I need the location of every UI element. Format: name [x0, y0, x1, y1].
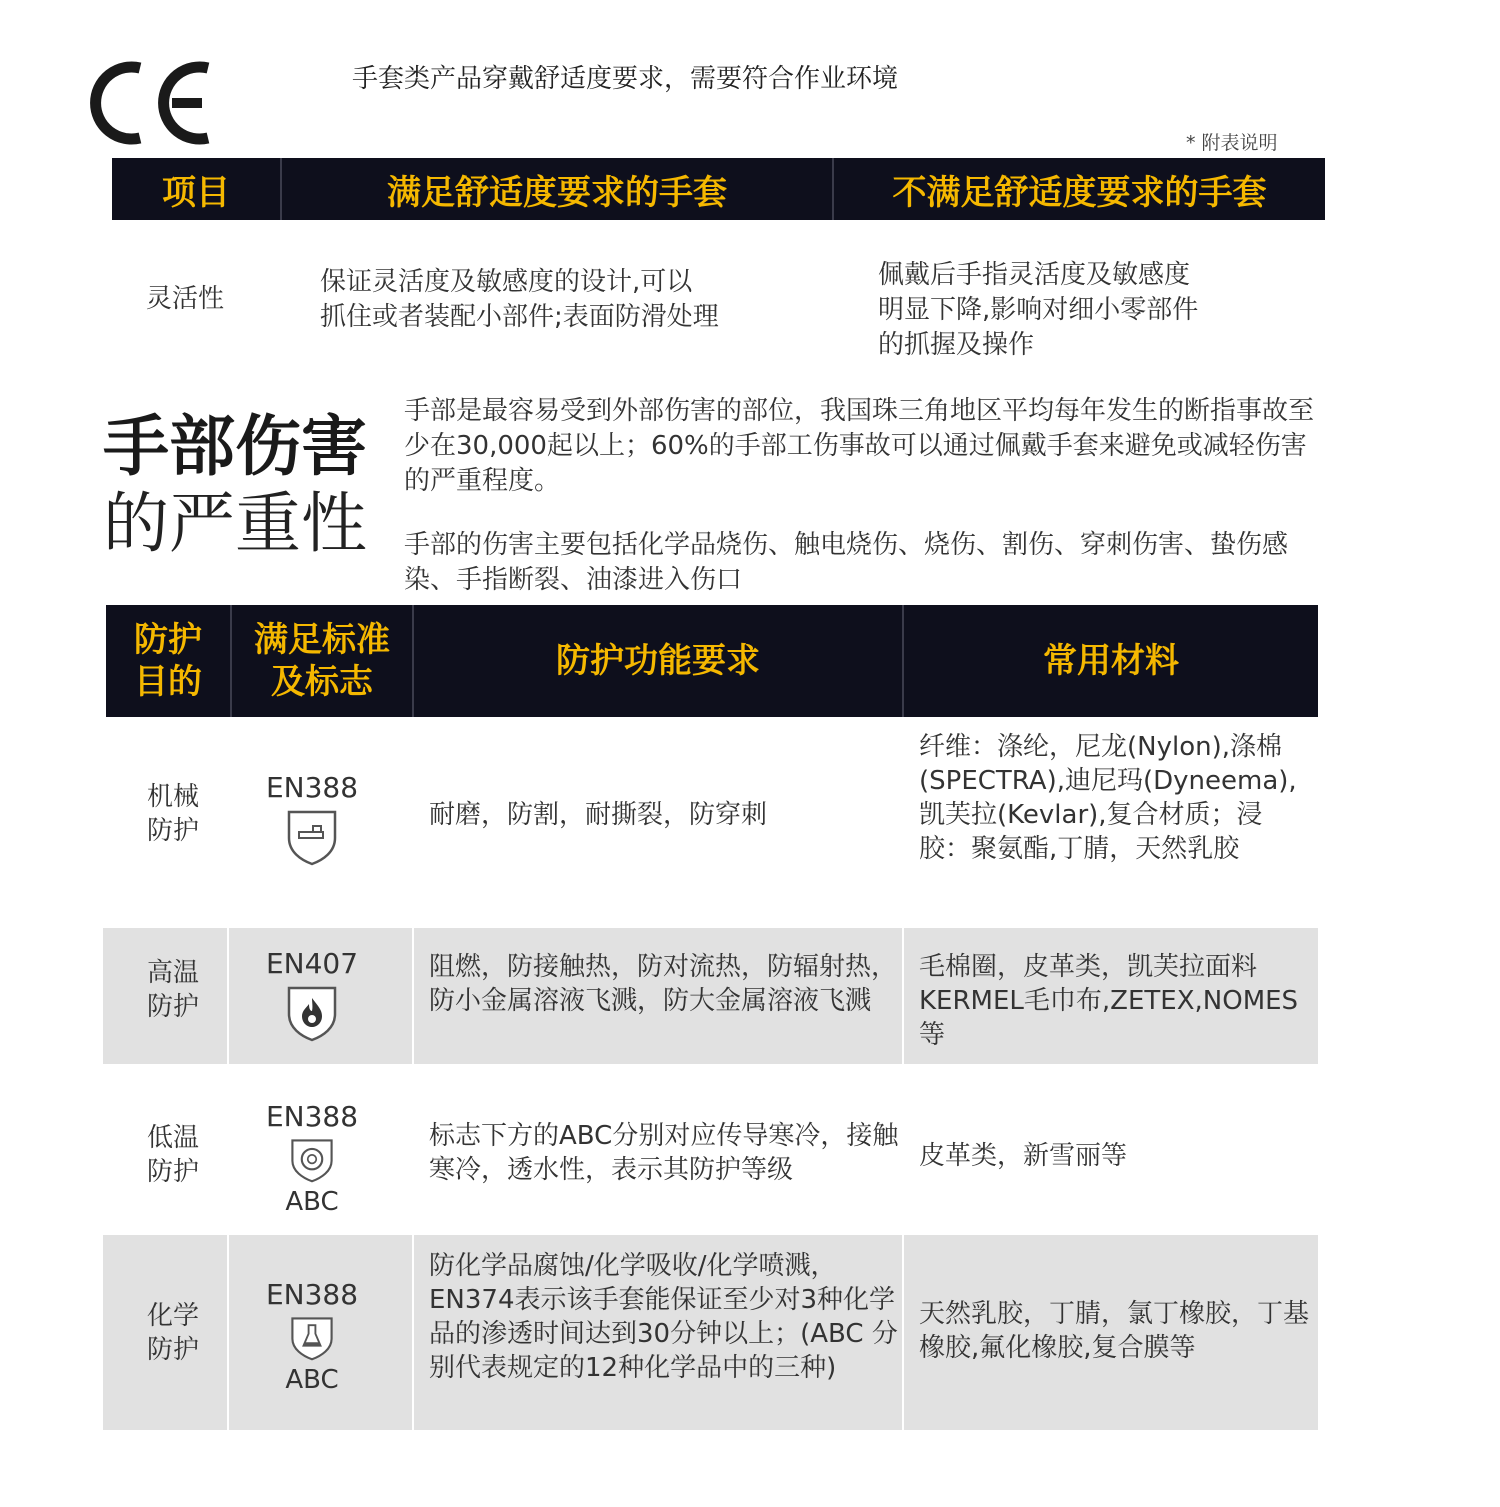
row-purpose: 高温 防护 [147, 958, 200, 1022]
header-satisfied: 满足舒适度要求的手套 [387, 172, 727, 213]
comfort-unsatisfied-text [878, 258, 1198, 363]
row-standard [229, 1279, 395, 1395]
ce-mark-logo [88, 58, 218, 148]
comfort-table-header [112, 158, 1325, 220]
header-standard: 满足标准 及标志 [254, 620, 390, 702]
row-requirement: 防化学品腐蚀/化学吸收/化学喷溅，EN374表示该手套能保证至少对3种化学品的渗透时间达到30分钟以上；(ABC 分别代表规定的12种化学品中的三种) [429, 1251, 898, 1383]
standard-sub: ABC [285, 1365, 339, 1395]
row-standard [229, 948, 395, 1046]
flask-shield-icon [289, 1315, 335, 1361]
header-item: 项目 [162, 172, 230, 213]
row-requirement: 阻燃，防接触热，防对流热，防辐射热，防小金属溶液飞溅，防大金属溶液飞溅 [429, 952, 898, 1016]
standard-code: EN388 [265, 771, 359, 804]
row-requirement: 耐磨，防割，耐撕裂，防穿刺 [429, 800, 768, 830]
header-requirement: 防护功能要求 [556, 641, 760, 681]
standard-code: EN388 [265, 1278, 359, 1311]
severity-paragraph-1: 手部是最容易受到外部伤害的部位，我国珠三角地区平均每年发生的断指事故至少在30,000起以上；60%的手部工伤事故可以通过佩戴手套来避免或减轻伤害的严重程度。 [404, 396, 1315, 496]
row-materials: 皮革类，新雪丽等 [919, 1141, 1128, 1171]
severity-paragraph-2: 手部的伤害主要包括化学品烧伤、触电烧伤、烧伤、割伤、穿刺伤害、蛰伤感染、手指断裂、油漆进入伤口 [404, 530, 1289, 595]
satisfied-line: 保证灵活度及敏感度的设计,可以 [320, 267, 693, 297]
table-row [103, 720, 1318, 925]
row-requirement: 标志下方的ABC分别对应传导寒冷，接触寒冷，透水性，表示其防护等级 [429, 1121, 899, 1185]
row-standard [229, 1101, 395, 1217]
standard-code: EN407 [265, 947, 359, 980]
header-materials: 常用材料 [1043, 641, 1179, 681]
unsatisfied-line: 明显下降,影响对细小零部件 [878, 295, 1199, 325]
standard-code: EN388 [265, 1100, 359, 1133]
row-materials: 毛棉圈，皮革类，凯芙拉面料KERMEL毛巾布,ZETEX,NOMES等 [919, 952, 1299, 1050]
table-note: * 附表说明 [1186, 132, 1278, 154]
row-purpose: 机械 防护 [147, 782, 200, 846]
table-row [103, 1067, 1318, 1232]
unsatisfied-line: 佩戴后手指灵活度及敏感度 [878, 260, 1191, 290]
row-purpose: 低温 防护 [147, 1123, 200, 1187]
unsatisfied-line: 的抓握及操作 [878, 330, 1035, 360]
table-row [103, 1235, 1318, 1430]
header-unsatisfied: 不满足舒适度要求的手套 [892, 172, 1267, 213]
header-purpose: 防护 目的 [134, 620, 202, 702]
table-row [103, 928, 1318, 1064]
severity-subtitle: 的严重性 [103, 485, 367, 562]
comfort-item-label: 灵活性 [146, 284, 225, 314]
intro-text: 手套类产品穿戴舒适度要求，需要符合作业环境 [352, 64, 899, 94]
comfort-satisfied-text [320, 265, 719, 335]
snowflake-shield-icon [289, 1137, 335, 1183]
row-standard [229, 772, 395, 870]
protection-table-header [106, 605, 1318, 717]
severity-title: 手部伤害 [103, 408, 367, 485]
hammer-shield-icon [285, 808, 339, 866]
satisfied-line: 抓住或者装配小部件;表面防滑处理 [320, 302, 719, 332]
row-materials: 纤维：涤纶，尼龙(Nylon),涤棉(SPECTRA),迪尼玛(Dyneema),凯芙拉(Kevlar),复合材质；浸胶：聚氨酯,丁腈，天然乳胶 [919, 732, 1297, 864]
row-purpose: 化学 防护 [147, 1301, 200, 1365]
row-materials: 天然乳胶，丁腈，氯丁橡胶，丁基橡胶,氟化橡胶,复合膜等 [919, 1299, 1310, 1363]
flame-shield-icon [285, 984, 339, 1042]
standard-sub: ABC [285, 1187, 339, 1217]
